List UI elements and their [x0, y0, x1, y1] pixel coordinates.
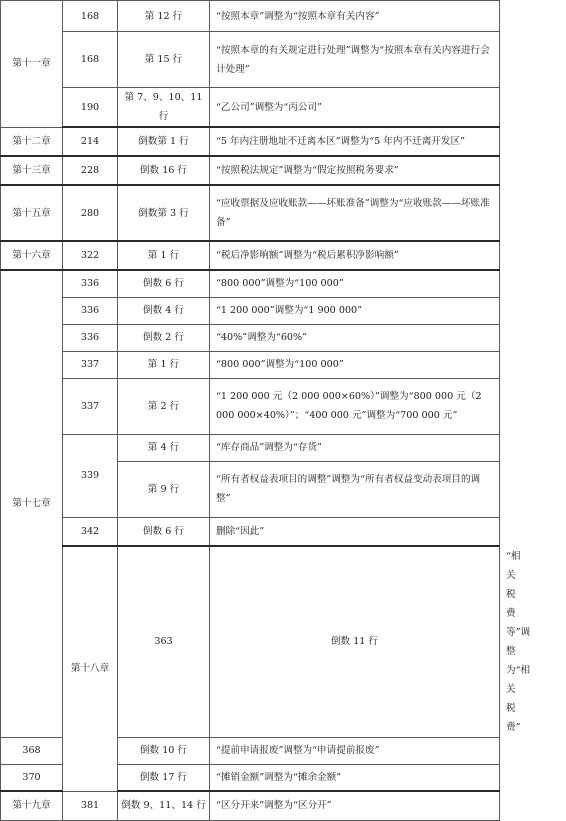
page-cell: 337 — [63, 351, 118, 378]
chapter-cell: 第十六章 — [1, 241, 63, 270]
table-row — [1, 270, 500, 297]
table-row — [1, 791, 500, 820]
content-cell: “应收票据及应收账款——坏账准备”调整为“应收账款——坏账准备” — [210, 185, 500, 241]
table-row — [1, 378, 500, 434]
content-cell: “按照本章”调整为“按照本章有关内容” — [210, 1, 500, 32]
line-cell: 倒数 9、11、14 行 — [118, 791, 210, 820]
content-cell: “区分开来”调整为“区分开” — [210, 791, 500, 820]
page-cell: 190 — [63, 88, 118, 128]
page-cell: 337 — [63, 378, 118, 434]
chapter-cell: 第十七章 — [1, 270, 63, 737]
content-cell: “40%”调整为“60%” — [210, 324, 500, 351]
page-cell: 336 — [63, 270, 118, 297]
line-cell: 第 1 行 — [118, 351, 210, 378]
table-row — [1, 351, 500, 378]
line-cell: 倒数 2 行 — [118, 324, 210, 351]
content-cell: “按照本章的有关规定进行处理”调整为“按照本章有关内容进行会计处理” — [210, 32, 500, 88]
table-row — [1, 1, 500, 32]
chapter-cell: 第十五章 — [1, 185, 63, 241]
line-cell: 倒数 6 行 — [118, 517, 210, 546]
content-cell: “按照税法规定”调整为“假定按照税务要求” — [210, 156, 500, 185]
table-row — [1, 156, 500, 185]
chapter-cell: 第十三章 — [1, 156, 63, 185]
chapter-cell: 第十一章 — [1, 1, 63, 128]
chapter-cell: 第十二章 — [1, 127, 63, 156]
line-cell: 倒数 6 行 — [118, 270, 210, 297]
page-cell: 381 — [63, 791, 118, 820]
table-row — [1, 324, 500, 351]
page-cell: 168 — [63, 1, 118, 32]
page-cell: 368 — [1, 737, 63, 764]
line-cell: 倒数 17 行 — [118, 764, 210, 791]
line-cell: 倒数 4 行 — [118, 297, 210, 324]
table-row — [1, 88, 500, 128]
line-cell: 第 4 行 — [118, 434, 210, 461]
line-cell: 倒数 10 行 — [118, 737, 210, 764]
page-cell: 280 — [63, 185, 118, 241]
page-cell: 336 — [63, 324, 118, 351]
table-row: 第十八章 363 倒数 11 行 “相关税费等”调整为“相关税费” — [1, 546, 500, 737]
content-cell: “1 200 000 元（2 000 000×60%）”调整为“800 000 元（2 000 000×40%）”；“400 000 元”调整为“700 000 元” — [210, 378, 500, 434]
table-row — [1, 127, 500, 156]
line-cell: 第 2 行 — [118, 378, 210, 434]
content-cell: 删除“因此” — [210, 517, 500, 546]
content-cell: “1 200 000”调整为“1 900 000” — [210, 297, 500, 324]
content-cell: “库存商品”调整为“存货” — [210, 434, 500, 461]
content-cell: “提前申请报废”调整为“申请提前报废” — [210, 737, 500, 764]
table-row — [1, 241, 500, 270]
content-cell: “800 000”调整为“100 000” — [210, 351, 500, 378]
chapter-cell: 第十九章 — [1, 791, 63, 820]
line-cell: 第 9 行 — [118, 461, 210, 517]
page-cell: 322 — [63, 241, 118, 270]
page-cell: 342 — [63, 517, 118, 546]
page-cell: 336 — [63, 297, 118, 324]
line-cell: 倒数第 3 行 — [118, 185, 210, 241]
line-cell: 倒数 16 行 — [118, 156, 210, 185]
content-cell: “5 年内注册地址不迁离本区”调整为“5 年内不迁离开发区” — [210, 127, 500, 156]
page-cell: 363 — [118, 546, 210, 737]
table-row — [1, 434, 500, 461]
table-row — [1, 32, 500, 88]
line-cell: 倒数 11 行 — [210, 546, 500, 737]
table-row — [1, 517, 500, 546]
line-cell: 第 12 行 — [118, 1, 210, 32]
table-row — [1, 185, 500, 241]
content-cell: “乙公司”调整为“丙公司” — [210, 88, 500, 128]
page-cell: 168 — [63, 32, 118, 88]
table-row — [1, 297, 500, 324]
content-cell: “税后净影响额”调整为“税后累积净影响额” — [210, 241, 500, 270]
line-cell: 第 15 行 — [118, 32, 210, 88]
content-cell: “800 000”调整为“100 000” — [210, 270, 500, 297]
line-cell: 第 7、9、10、11 行 — [118, 88, 210, 128]
page-cell: 370 — [1, 764, 63, 791]
line-cell: 倒数第 1 行 — [118, 127, 210, 156]
content-cell: “摊销金额”调整为“摊余金额” — [210, 764, 500, 791]
line-cell: 第 1 行 — [118, 241, 210, 270]
page-cell: 214 — [63, 127, 118, 156]
page-cell: 228 — [63, 156, 118, 185]
content-cell: “所有者权益表项目的调整”调整为“所有者权益变动表项目的调整” — [210, 461, 500, 517]
page-cell: 339 — [63, 434, 118, 517]
chapter-cell: 第十八章 — [63, 546, 118, 791]
